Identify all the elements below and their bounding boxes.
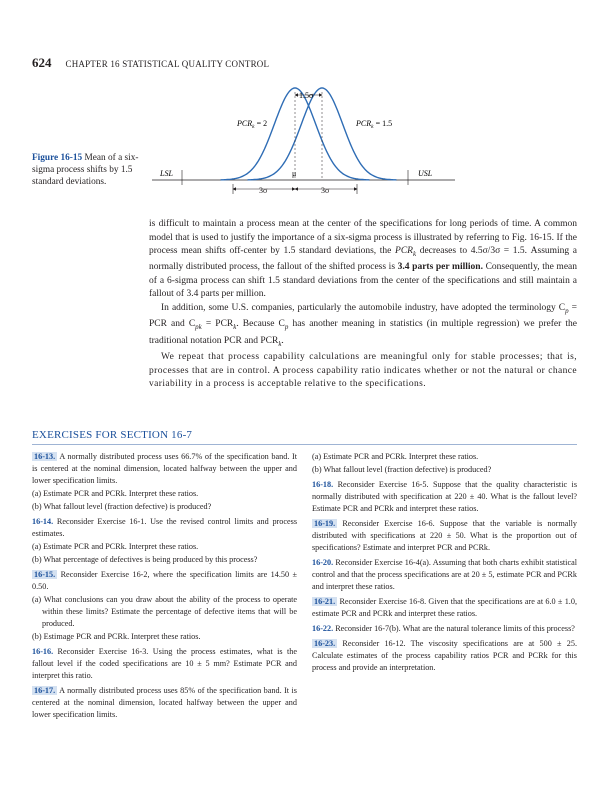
exercise-16-14: 16-14. Reconsider Exercise 16-1. Use the revised control limits and process estimates.	[32, 517, 298, 538]
mu-label: μ	[292, 169, 297, 178]
exercise-16-13: 16-13. A normally distributed process uses 66.7% of the specification band. It is centered at the nominal dimension, located halfway between the upper and lower specification limits.	[32, 452, 297, 485]
exercises-right-column	[312, 451, 577, 675]
paragraph-2: In addition, some U.S. companies, particularly the automobile industry, have adopted the terminology $C_p$ = PCR and $C_{pk} = PCR_k$. Because $C_p$ has another meaning in statistics (in multiple regression) we prefer the traditional notation PCR and $PCR_k$.	[149, 302, 577, 348]
exercise-16-23: 16-23. Reconsider 16-12. The viscosity specifications are at 500 ± 25. Calculate estimates of the process capability ratios PCR and PCRk for this process and provide an interpretation.	[312, 639, 578, 672]
figure-caption-text: Mean of a six-sigma process shifts by 1.5 standard deviations.	[32, 153, 139, 187]
figure-caption	[32, 152, 142, 188]
shift-label: 1.5σ	[299, 91, 314, 100]
body-text	[149, 218, 577, 392]
exercise-16-15: 16-15. Reconsider Exercise 16-2, where the specification limits are 14.50 ± 0.50.	[32, 570, 297, 591]
page-number: 624	[32, 55, 52, 70]
three-sigma-right-label: 3σ	[321, 186, 330, 195]
pcr-right-label: $PCR_k = 1.5$	[356, 119, 393, 130]
exercise-16-20: 16-20. Reconsider Exercise 16-4(a). Assuming that both charts exhibit statistical control and that the process specifications are at 20 ± 5, estimate PCR and PCRk and interpret these ratios.	[312, 558, 578, 591]
running-head: CHAPTER 16 STATISTICAL QUALITY CONTROL	[65, 59, 270, 69]
exercise-16-13-b: (b) What fallout level (fraction defective) is produced?	[32, 502, 212, 511]
section-rule	[32, 444, 577, 445]
exercise-16-17: 16-17. A normally distributed process uses 85% of the specification band. It is centered at the nominal dimension, located halfway between the upper and lower specification limits.	[32, 686, 297, 719]
pcr-left-label: $PCR_k = 2$	[237, 119, 268, 130]
three-sigma-left-label: 3σ	[259, 186, 268, 195]
paragraph-3: We repeat that process capability calculations are meaningful only for stable processes; that is, processes that are in control. A process capability ratio indicates whether or not the natural or chance variability in a process is acceptable relative to the specifications.	[149, 352, 577, 390]
exercise-16-16: 16-16. Reconsider Exercise 16-3. Using the process estimates, what is the fallout level if the coded specifications are 10 ± 5 mm? Estimate PCR and interpret this ratio.	[32, 647, 297, 680]
usl-label: USL	[418, 169, 433, 178]
figure-label: Figure 16-15	[32, 153, 83, 163]
exercise-16-18: 16-18. Reconsider Exercise 16-5. Suppose that the quality characteristic is normally distributed with specification at 220 ± 40. What is the fallout level? Estimate PCR and PCRk and interpret these ratios.	[312, 480, 578, 513]
exercise-16-13-a: (a) Estimate PCR and PCRk. Interpret these ratios.	[32, 489, 199, 498]
exercise-16-15-a: (a) What conclusions can you draw about the ability of the process to operate within these limits? Estimate the percentage of defective items that will be produced.	[32, 595, 297, 628]
exercise-16-17-a: (a) Estimate PCR and PCRk. Interpret these ratios.	[312, 452, 479, 461]
exercise-16-22: 16-22. Reconsider 16-7(b). What are the natural tolerance limits of this process?	[312, 624, 575, 633]
exercise-16-21: 16-21. Reconsider Exercise 16-8. Given that the specifications are at 6.0 ± 1.0, estimate PCR and PCRk and interpret these ratios.	[312, 597, 577, 618]
lsl-label: LSL	[160, 169, 173, 178]
section-title: EXERCISES FOR SECTION 16-7	[32, 429, 193, 441]
exercise-16-19: 16-19. Reconsider Exercise 16-6. Suppose that the variable is normally distributed with specifications at 220 ± 50. What is the proportion out of specifications? Estimate and interpret PCR and PCRk.	[312, 519, 577, 552]
paragraph-1: is difficult to maintain a process mean at the center of the specifications for long periods of time. A common model that is used to justify the importance of a six-sigma process is illustrated by referring to Fig. 16-15. If the process mean shifts off-center by 1.5 standard deviations, the $PCR_k$ decreases to 4.5σ/3σ = 1.5. Assuming a normally distributed process, the fallout of the shifted process is 3.4 parts per million. Consequently, the mean of a 6-sigma process can shift 1.5 standard deviations from the center of the specifications and still maintain a fallout of 3.4 parts per million.	[149, 219, 578, 300]
exercise-16-15-b: (b) Estimage PCR and PCRk. Interpret these ratios.	[32, 632, 201, 641]
exercises-left-column	[32, 451, 297, 722]
exercise-16-14-b: (b) What percentage of defectives is being produced by this process?	[32, 555, 258, 564]
exercise-16-17-b: (b) What fallout level (fraction defective) is produced?	[312, 465, 492, 474]
exercise-16-14-a: (a) Estimate PCR and PCRk. Interpret these ratios.	[32, 542, 199, 551]
